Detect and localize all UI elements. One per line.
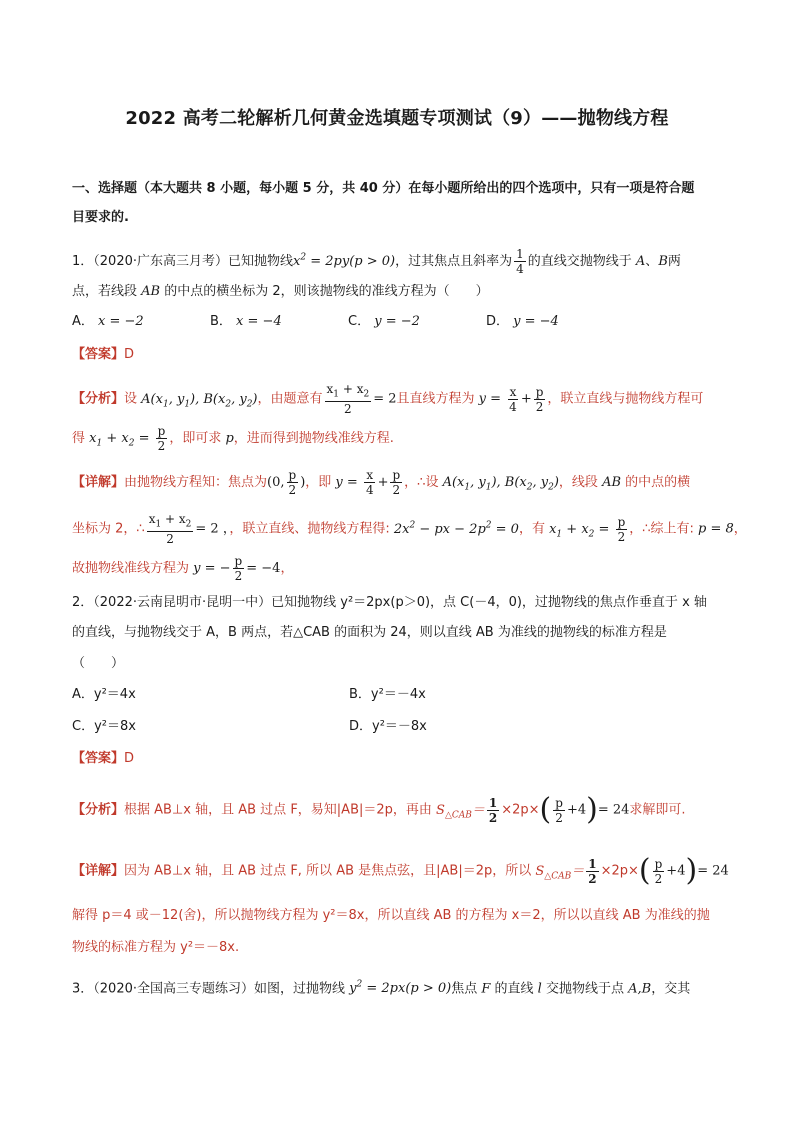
detail-tag: 【详解】 <box>72 863 125 879</box>
q1-slope-fraction: $\frac{1}{4}$ <box>516 247 524 276</box>
q1-stem-text-5: 点，若线段 <box>72 284 138 299</box>
q2-answer <box>72 750 134 768</box>
detail-tag: 【详解】 <box>72 475 125 490</box>
analysis-tag: 【分析】 <box>72 802 125 818</box>
q2-option-d: D．y²＝－8x <box>349 719 427 734</box>
answer-tag: 【答案】 <box>72 347 125 362</box>
q1-detail-line2: 坐标为 2，∴ $\frac{x_1 + x_2}{2}$ = 2 ，，联立直线、抛物线方程得: $2x^2$ − px − $2p^2 = 0$，有 $x_1 + x_2$ = $\frac{p}{2}$ ，∴综上有: p = 8， <box>72 512 747 547</box>
q1-parabola-eq: $x^2 = 2py(p > 0)$ <box>293 252 396 269</box>
q1-stem-text-6: 的中点的横坐标为 2，则该抛物线的准线方程为（ ） <box>164 284 489 299</box>
q1-stem-text: 1．（2020·广东高三月考）已知抛物线 <box>72 254 293 269</box>
q2-analysis: 【分析】根据 AB⊥x 轴，且 AB 过点 F，易知|AB|＝2p，再由 $S_{\triangle CAB}=$ $\frac{1}{2}$ ×2p×( $\frac{p}{2}$ +4)= 24求解即可. <box>72 792 686 827</box>
q3-stem-line1: 3．（2020·全国高三专题练习）如图，过抛物线 $y^2 = 2px(p > 0)$焦点 F 的直线 l 交抛物线于点 A,B，交其 <box>72 980 691 997</box>
q1-detail-line3: 故抛物线准线方程为 y = − $\frac{p}{2}$ = −4， <box>72 554 294 583</box>
q2-stem-line1: 2．（2022·云南昆明市·昆明一中）已知抛物线 y²＝2px(p＞0)，点 C(－4，0)，过抛物线的焦点作垂直于 x 轴 <box>72 595 707 610</box>
q1-stem-line1: 1．（2020·广东高三月考）已知抛物线$x^2 = 2py(p > 0)$，过其焦点且斜率为 $\frac{1}{4}$ 的直线交抛物线于 A、B两 <box>72 247 681 276</box>
q2-detail-line1: 【详解】因为 AB⊥x 轴，且 AB 过点 F, 所以 AB 是焦点弦，且|AB|＝2p，所以 $S_{\triangle CAB}=$ $\frac{1}{2}$ ×2p×( $\frac{p}{2}$ +4)= 24 <box>72 853 729 888</box>
q1-stem-text-4: 两 <box>667 254 681 269</box>
q1-option-d: D． y = −4 <box>486 314 559 329</box>
q2-option-c: C．y²＝8x <box>72 719 136 734</box>
section-heading-cont: 目要求的. <box>72 210 129 225</box>
analysis-tag: 【分析】 <box>72 391 125 407</box>
answer-tag: 【答案】 <box>72 751 125 766</box>
q2-option-a: A．y²＝4x <box>72 687 136 702</box>
q1-option-a: A． x = −2 <box>72 314 144 329</box>
q1-stem-line2: 点，若线段 AB 的中点的横坐标为 2，则该抛物线的准线方程为（ ） <box>72 284 489 299</box>
q2-option-b: B．y²＝－4x <box>349 687 426 702</box>
q1-answer-value: D <box>124 347 135 362</box>
q2-stem-line3: （ ） <box>72 656 125 671</box>
q2-detail-line2: 解得 p＝4 或－12(舍)，所以抛物线方程为 y²＝8x，所以直线 AB 的方程为 x＝2，所以以直线 AB 为准线的抛 <box>72 908 710 923</box>
q2-answer-value: D <box>124 751 135 766</box>
q1-option-c: C． y = −2 <box>348 314 420 329</box>
q1-detail-line1: 【详解】由抛物线方程知：焦点为(0, $\frac{p}{2}$ )，即 y = $\frac{x}{4}$ + $\frac{p}{2}$ ，∴设 $A(x_1$, $y_1$), $B(x_2$, $y_2$)，线段 AB 的中点的横 <box>72 468 691 497</box>
section-heading: 一、选择题（本大题共 8 小题，每小题 5 分，共 40 分）在每小题所给出的四个选项中，只有一项是符合题 <box>72 181 695 196</box>
q1-answer <box>72 346 134 364</box>
q1-option-b: B． x = −4 <box>210 314 282 329</box>
q2-detail-line3: 物线的标准方程为 y²＝－8x. <box>72 940 240 955</box>
q1-analysis-line2: 得 $x_1 + x_2$ = $\frac{p}{2}$ ，即可求 p，进而得到抛物线准线方程. <box>72 424 394 453</box>
q1-stem-text-2: ，过其焦点且斜率为 <box>395 254 513 269</box>
page-title: 2022 高考二轮解析几何黄金选填题专项测试（9）——抛物线方程 <box>125 108 669 129</box>
q2-stem-line2: 的直线，与抛物线交于 A，B 两点，若△CAB 的面积为 24，则以直线 AB 为准线的抛物线的标准方程是 <box>72 625 667 640</box>
q1-analysis-line1: 【分析】设 $A(x_1$, $y_1$), $B(x_2$, $y_2$)，由题意有 $\frac{x_1 + x_2}{2}$ = 2且直线方程为 y = $\frac{x}{4}$ + $\frac{p}{2}$ ，联立直线与抛物线方程可 <box>72 382 704 417</box>
q1-stem-text-3: 的直线交抛物线于 <box>527 254 632 269</box>
